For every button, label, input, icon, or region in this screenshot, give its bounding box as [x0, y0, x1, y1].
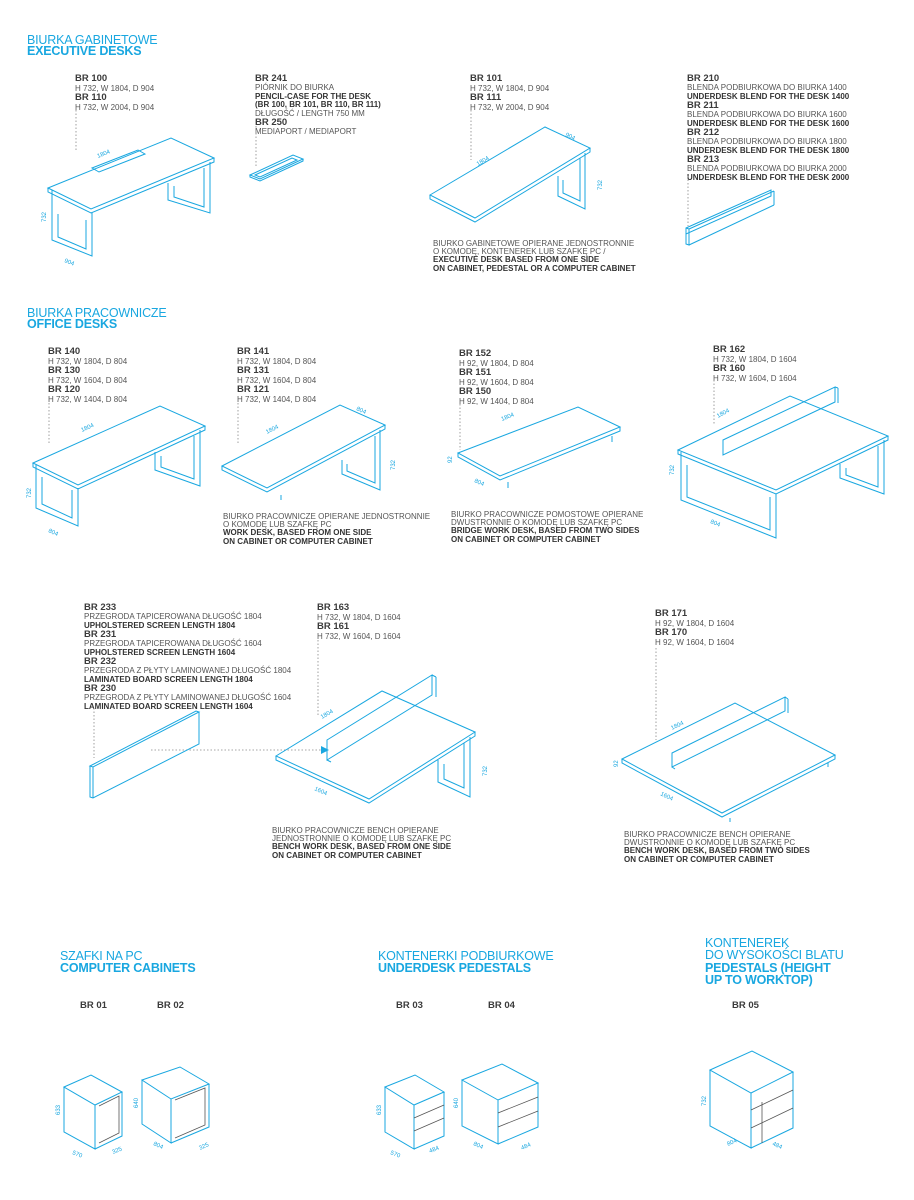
product-desc-en: UPHOLSTERED SCREEN LENGTH 1804	[84, 620, 236, 630]
product-desc-en: PENCIL-CASE FOR THE DESK	[255, 91, 372, 101]
product-code: BR 141	[237, 346, 270, 357]
dimension-label: 1804	[716, 408, 731, 420]
product-desc: MEDIAPORT / MEDIAPORT	[255, 127, 357, 136]
product-code: BR 121	[237, 384, 270, 395]
caption-pl: JEDNOSTRONNIE O KOMODĘ LUB SZAFKĘ PC	[272, 834, 452, 844]
product-code: BR 230	[84, 683, 117, 694]
drawing-pencil-case	[250, 155, 303, 181]
product-code: BR 130	[48, 365, 81, 376]
product-dims: H 92, W 1804, D 1604	[655, 619, 735, 628]
dimension-label: 732	[27, 487, 33, 498]
caption-en: BRIDGE WORK DESK, BASED FROM TWO SIDES	[451, 526, 640, 536]
dimension-label: 570	[71, 1150, 83, 1160]
drawing-computer-cabinet-br01	[56, 1075, 124, 1160]
dimension-label: 1804	[670, 720, 685, 732]
dimension-label: 732	[483, 765, 489, 776]
product-desc-pl: BLENDA PODBIURKOWA DO BIURKA 2000	[687, 164, 847, 173]
caption-pl: BIURKO PRACOWNICZE OPIERANE JEDNOSTRONNIE	[223, 512, 431, 521]
dimension-label: 1804	[265, 424, 280, 436]
product-code: BR 111	[470, 92, 502, 103]
product-code: BR 250	[255, 117, 288, 128]
product-code: BR 150	[459, 386, 492, 397]
product-desc-en: UNDERDESK BLEND FOR THE DESK 1800	[687, 145, 850, 155]
product-code: BR 213	[687, 154, 720, 165]
caption-en: WORK DESK, BASED FROM ONE SIDE	[223, 528, 372, 538]
product-code: BR 04	[488, 1000, 515, 1011]
product-code: BR 160	[713, 363, 746, 374]
section-title-en: COMPUTER CABINETS	[60, 961, 196, 975]
section-title-pl: BIURKA PRACOWNICZE	[27, 306, 167, 320]
product-dims: H 732, W 1804, D 1604	[713, 355, 797, 364]
product-desc-pl: PRZEGRODA Z PŁYTY LAMINOWANEJ DŁUGOŚĆ 1804	[84, 666, 292, 675]
dimension-label: 570	[389, 1150, 401, 1160]
product-code: BR 03	[396, 1000, 423, 1011]
caption-en: ON CABINET OR COMPUTER CABINET	[451, 534, 601, 544]
caption-pl: O KOMODĘ, KONTENEREK LUB SZAFKĘ PC /	[433, 247, 606, 257]
drawing-pedestal-br03	[377, 1075, 444, 1160]
product-code: BR 170	[655, 627, 688, 638]
dimension-label: 1804	[475, 155, 491, 168]
drawing-pedestal-br05	[702, 1051, 793, 1151]
drawing-computer-cabinet-br02	[134, 1067, 211, 1152]
product-dims: H 732, W 1404, D 804	[48, 395, 128, 404]
dimension-label: 633	[377, 1104, 383, 1115]
product-code: BR 01	[80, 1000, 107, 1011]
drawing-bridge-desk	[448, 407, 620, 488]
section-title-pl: SZAFKI NA PC	[60, 949, 143, 963]
leader-lines	[49, 110, 714, 758]
dimension-label: 633	[56, 1104, 62, 1115]
product-code: BR 140	[48, 346, 81, 357]
caption-pl: O KOMODĘ LUB SZAFKĘ PC	[223, 520, 332, 530]
product-dims: H 732, W 1804, D 904	[75, 84, 155, 93]
dimension-label: 484	[428, 1145, 441, 1155]
product-desc-en: (BR 100, BR 101, BR 110, BR 111)	[255, 100, 381, 109]
product-desc-pl: BLENDA PODBIURKOWA DO BIURKA 1400	[687, 83, 847, 92]
dimension-label: 92	[614, 760, 620, 767]
caption-en: ON CABINET, PEDESTAL OR A COMPUTER CABINET	[433, 263, 636, 273]
dimension-label: 732	[42, 211, 48, 222]
dimension-label: 732	[391, 459, 397, 470]
drawing-bench-desk-one-side	[276, 675, 489, 803]
section-title-en: UNDERDESK PEDESTALS	[378, 961, 531, 975]
product-code: BR 05	[732, 1000, 759, 1011]
product-code: BR 163	[317, 602, 350, 613]
product-code: BR 151	[459, 367, 492, 378]
drawing-double-desk-screen	[670, 387, 888, 538]
product-code: BR 171	[655, 608, 688, 619]
dimension-label: 804	[355, 406, 367, 416]
dimension-label: 804	[152, 1141, 164, 1151]
dimension-label: 325	[198, 1142, 210, 1152]
product-dims: H 732, W 1804, D 904	[470, 84, 550, 93]
product-code: BR 161	[317, 621, 350, 632]
dimension-label: 732	[702, 1095, 708, 1106]
product-code: BR 233	[84, 602, 117, 613]
drawing-bench-desk-two-sides	[614, 697, 835, 822]
caption-pl: DWUSTRONNIE O KOMODĘ LUB SZAFKĘ PC	[624, 838, 796, 848]
product-desc-pl: PRZEGRODA Z PŁYTY LAMINOWANEJ DŁUGOŚĆ 1604	[84, 693, 292, 702]
product-code: BR 231	[84, 629, 117, 640]
product-desc-en: LAMINATED BOARD SCREEN LENGTH 1804	[84, 674, 253, 684]
dimension-label: 1604	[313, 786, 328, 798]
product-desc-pl: PRZEGRODA TAPICEROWANA DŁUGOŚĆ 1604	[84, 639, 262, 648]
caption-pl: BIURKO PRACOWNICZE BENCH OPIERANE	[272, 826, 439, 835]
product-code: BR 131	[237, 365, 270, 376]
product-desc-pl: BLENDA PODBIURKOWA DO BIURKA 1600	[687, 110, 847, 119]
drawing-office-desk-one-side	[222, 405, 397, 500]
product-length: DŁUGOŚĆ / LENGTH 750 MM	[255, 108, 365, 118]
product-code: BR 02	[157, 1000, 184, 1011]
caption-en: BENCH WORK DESK, BASED FROM ONE SIDE	[272, 842, 452, 852]
dimension-label: 484	[771, 1141, 783, 1151]
section-title-pl: KONTENERKI PODBIURKOWE	[378, 949, 554, 963]
product-dims: H 732, W 1604, D 1604	[713, 374, 797, 383]
section-title-en: PEDESTALS (HEIGHT	[705, 961, 831, 975]
drawing-bench-screen	[90, 711, 199, 798]
product-code: BR 232	[84, 656, 117, 667]
drawing-office-desk	[27, 406, 205, 538]
drawing-pedestal-br04	[454, 1064, 538, 1152]
dimension-label: 804	[473, 478, 485, 488]
product-desc-pl: PIÓRNIK DO BIURKA	[255, 83, 335, 92]
product-desc-pl: PRZEGRODA TAPICEROWANA DŁUGOŚĆ 1804	[84, 612, 262, 621]
product-code: BR 241	[255, 73, 288, 84]
section-title-en: EXECUTIVE DESKS	[27, 44, 142, 58]
caption-pl: BIURKO PRACOWNICZE POMOSTOWE OPIERANE	[451, 510, 644, 519]
product-dims: H 732, W 1804, D 804	[237, 357, 317, 366]
caption-pl: BIURKO GABINETOWE OPIERANE JEDNOSTRONNIE	[433, 239, 635, 248]
caption-en: EXECUTIVE DESK BASED FROM ONE SIDE	[433, 255, 600, 265]
product-code: BR 110	[75, 92, 107, 103]
dimension-label: 732	[670, 464, 676, 475]
caption-en: BENCH WORK DESK, BASED FROM TWO SIDES	[624, 846, 810, 856]
dimension-label: 484	[520, 1142, 532, 1152]
dimension-label: 1804	[96, 149, 112, 160]
product-code: BR 100	[75, 73, 108, 84]
product-code: BR 152	[459, 348, 492, 359]
product-dims: H 732, W 1604, D 1604	[317, 632, 401, 641]
dimension-label: 640	[454, 1097, 460, 1108]
product-desc-en: UNDERDESK BLEND FOR THE DESK 1400	[687, 91, 850, 101]
product-dims: H 92, W 1604, D 804	[459, 378, 534, 387]
caption-pl: DWUSTRONNIE O KOMODĘ LUB SZAFKĘ PC	[451, 518, 623, 528]
caption-en: ON CABINET OR COMPUTER CABINET	[272, 850, 422, 860]
product-dims: H 92, W 1404, D 804	[459, 397, 534, 406]
product-desc-en: LAMINATED BOARD SCREEN LENGTH 1604	[84, 701, 253, 711]
product-dims: H 92, W 1604, D 1604	[655, 638, 735, 647]
dimension-label: 1804	[500, 412, 516, 423]
dimension-label: 1804	[80, 422, 96, 434]
dimension-label: 92	[448, 456, 454, 463]
product-code: BR 211	[687, 100, 719, 111]
product-code: BR 162	[713, 344, 746, 355]
product-desc-en: UPHOLSTERED SCREEN LENGTH 1604	[84, 647, 236, 657]
dimension-label: 804	[47, 528, 59, 538]
section-title-en: UP TO WORKTOP)	[705, 973, 813, 987]
product-code: BR 120	[48, 384, 81, 395]
product-desc-en: UNDERDESK BLEND FOR THE DESK 1600	[687, 118, 850, 128]
product-desc-en: UNDERDESK BLEND FOR THE DESK 2000	[687, 172, 850, 182]
product-code: BR 212	[687, 127, 720, 138]
product-dims: H 732, W 2004, D 904	[75, 103, 155, 112]
arrow-head-icon	[321, 746, 329, 754]
product-code: BR 101	[470, 73, 503, 84]
product-dims: H 732, W 1604, D 804	[237, 376, 317, 385]
section-title-pl: KONTENEREK	[705, 936, 790, 950]
product-dims: H 732, W 1604, D 804	[48, 376, 128, 385]
product-code: BR 210	[687, 73, 720, 84]
section-title-pl: BIURKA GABINETOWE	[27, 33, 158, 47]
caption-en: ON CABINET OR COMPUTER CABINET	[223, 536, 373, 546]
dimension-label: 904	[564, 132, 576, 143]
dimension-label: 732	[598, 179, 604, 190]
product-dims: H 732, W 1804, D 804	[48, 357, 128, 366]
dimension-label: 325	[111, 1146, 124, 1156]
section-title-en: OFFICE DESKS	[27, 317, 117, 331]
dimension-label: 804	[472, 1141, 484, 1151]
drawing-executive-desk	[42, 138, 214, 268]
drawing-executive-desk-one-side	[430, 127, 604, 222]
dimension-label: 1804	[320, 708, 335, 721]
dimension-label: 1604	[659, 791, 674, 803]
dimension-label: 804	[726, 1138, 738, 1148]
product-dims: H 92, W 1804, D 804	[459, 359, 534, 368]
product-desc-pl: BLENDA PODBIURKOWA DO BIURKA 1800	[687, 137, 847, 146]
product-dims: H 732, W 1404, D 804	[237, 395, 317, 404]
product-dims: H 732, W 1804, D 1604	[317, 613, 401, 622]
drawing-underdesk-blend	[686, 190, 774, 245]
product-dims: H 732, W 2004, D 904	[470, 103, 550, 112]
dimension-label: 804	[709, 519, 721, 529]
dimension-label: 904	[63, 258, 75, 268]
caption-en: ON CABINET OR COMPUTER CABINET	[624, 854, 774, 864]
dimension-label: 640	[134, 1097, 140, 1108]
section-title-pl: DO WYSOKOŚCI BLATU	[705, 948, 844, 962]
caption-pl: BIURKO PRACOWNICZE BENCH OPIERANE	[624, 830, 791, 839]
